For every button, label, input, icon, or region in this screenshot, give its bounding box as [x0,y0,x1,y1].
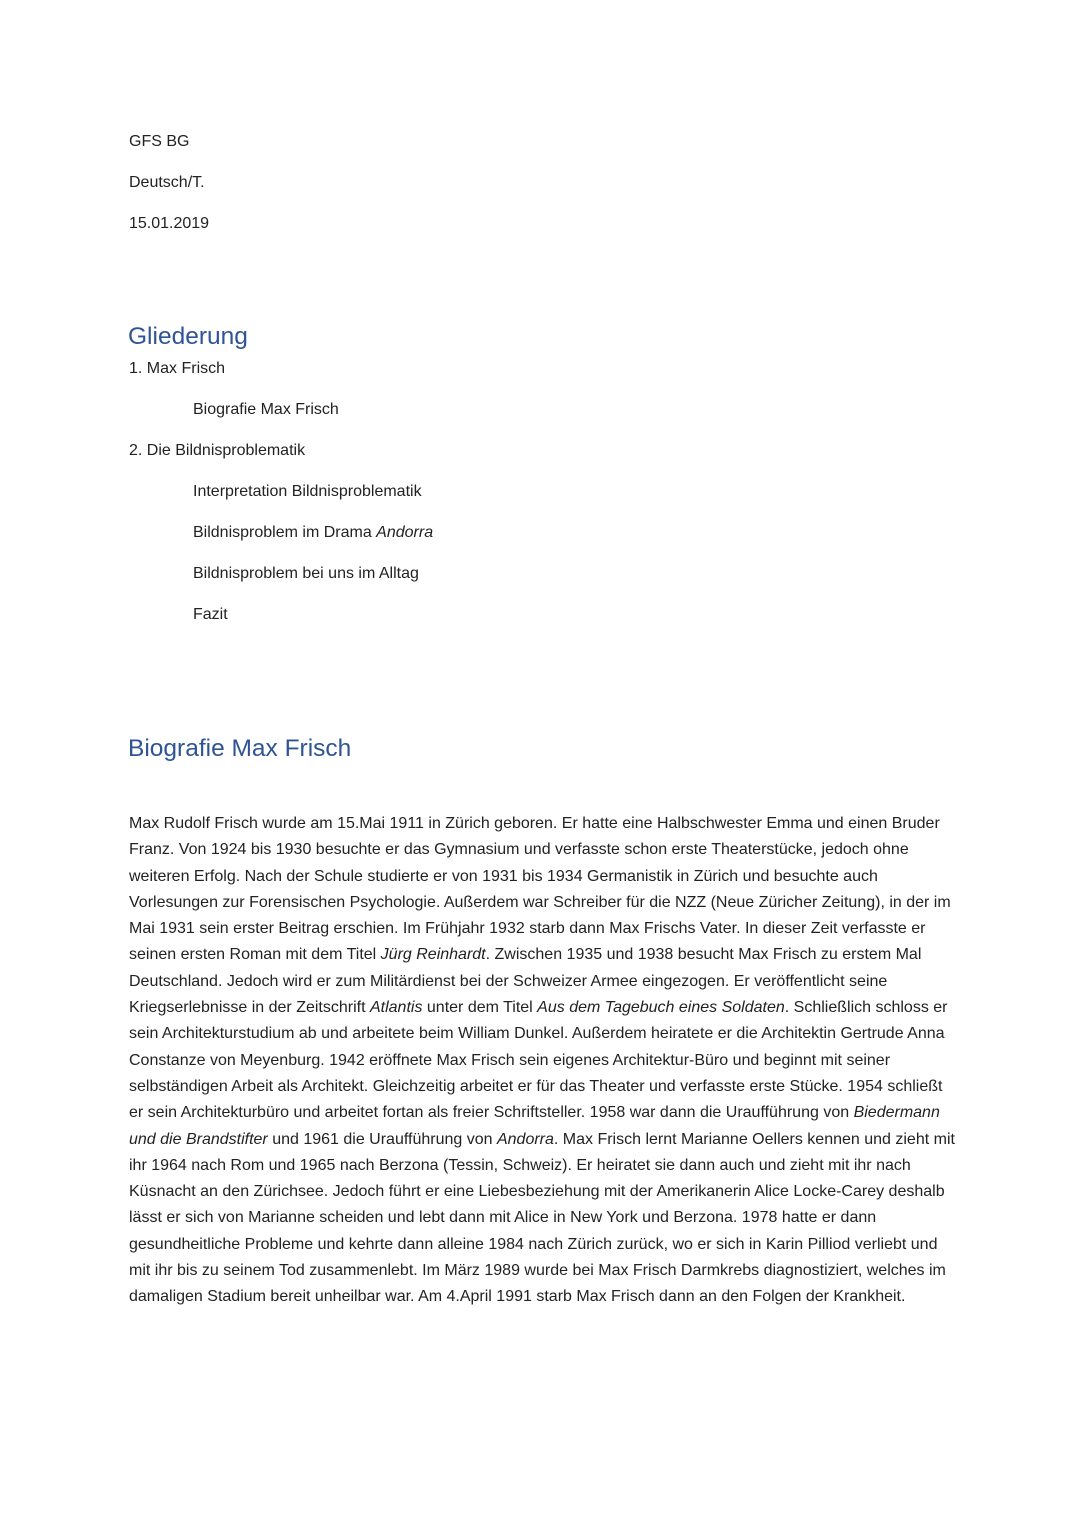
bio-title-biedermann: Biedermann und die Brandstifter [129,1104,940,1148]
outline-item-interpretation: Interpretation Bildnisproblematik [193,483,422,500]
outline-item-andorra-title: Andorra [376,524,434,541]
bio-text-6: . Max Frisch lernt Marianne Oellers kennen und zieht mit ihr 1964 nach Rom und 1965 nach Berzona (Tessin, Schweiz). Er heiratet sie dann auch und zieht mit ihr nach Küsnacht an den Zürichsee. Jedoch führt er eine Liebesbeziehung mit der Amerikanerin Alice Locke-Carey deshalb lässt er sich von Marianne scheiden und lebt dann mit Alice in New York und Berzona. 1978 hatte er dann gesundheitliche Probleme und kehrte dann alleine 1984 nach Zürich zurück, wo er sich in Karin Pilliod verliebt und mit ihr bis zu seinem Tod zusammenlebt. Im März 1989 wurde bei Max Frisch Darmkrebs diagnostiziert, welches im damaligen Stadium bereit unheilbar war. Am 4.April 1991 starb Max Frisch dann an den Folgen der Krankheit. [129,1130,955,1306]
outline-item-fazit: Fazit [193,606,228,623]
bio-text-3: unter dem Titel [422,999,538,1017]
date-label: 15.01.2019 [129,215,210,232]
outline-item-alltag: Bildnisproblem bei uns im Alltag [193,565,419,582]
outline-item-max-frisch: 1. Max Frisch [129,360,226,377]
subject-label: Deutsch/T. [129,174,205,191]
bio-title-tagebuch: Aus dem Tagebuch eines Soldaten [537,999,785,1017]
bio-title-atlantis: Atlantis [369,999,423,1017]
biography-paragraph [129,811,959,1311]
outline-item-bildnisproblematik: 2. Die Bildnisproblematik [129,442,306,459]
school-label: GFS BG [129,133,190,150]
bio-text-4: . Schließlich schloss er sein Architekturstudium ab und arbeitete beim William Dunkel. Außerdem heiratete er die Architektin Gertrude Anna Constanze von Meyenburg. 1942 eröffnete Max Frisch sein eigenes Architektur-Büro und beginnt mit seiner selbständigen Arbeit als Architekt. Gleichzeitig arbeitet er für das Theater und verfasste erste Stücke. 1954 schließt er sein Architekturbüro und arbeitet fortan als freier Schriftsteller. 1958 war dann die Uraufführung von [129,999,948,1122]
bio-text-5: und 1961 die Uraufführung von [267,1130,497,1148]
bio-title-andorra: Andorra [496,1130,554,1148]
outline-item-andorra-prefix: Bildnisproblem im Drama [193,524,377,541]
outline-heading: Gliederung [128,323,248,350]
bio-text-1: Max Rudolf Frisch wurde am 15.Mai 1911 in Zürich geboren. Er hatte eine Halbschwester Emma und einen Bruder Franz. Von 1924 bis 1930 besuchte er das Gymnasium und verfasste schon erste Theaterstücke, jedoch ohne weiteren Erfolg. Nach der Schule studierte er von 1931 bis 1934 Germanistik in Zürich und besuchte auch Vorlesungen zur Forensischen Psychologie. Außerdem war Schreiber für die NZZ (Neue Züricher Zeitung), in der im Mai 1931 sein erster Beitrag erschien. Im Frühjahr 1932 starb dann Max Frischs Vater. In dieser Zeit verfasste er seinen ersten Roman mit dem Titel [129,815,951,964]
bio-title-juerg-reinhardt: Jürg Reinhardt [380,946,486,964]
outline-item-biografie: Biografie Max Frisch [193,401,339,418]
outline-item-andorra [193,523,433,543]
biography-heading: Biografie Max Frisch [128,735,352,762]
bio-text-2: . Zwischen 1935 und 1938 besucht Max Frisch zu erstem Mal Deutschland. Jedoch wird er zum Militärdienst bei der Schweizer Armee eingezogen. Er veröffentlicht seine Kriegserlebnisse in der Zeitschrift [129,946,922,1017]
